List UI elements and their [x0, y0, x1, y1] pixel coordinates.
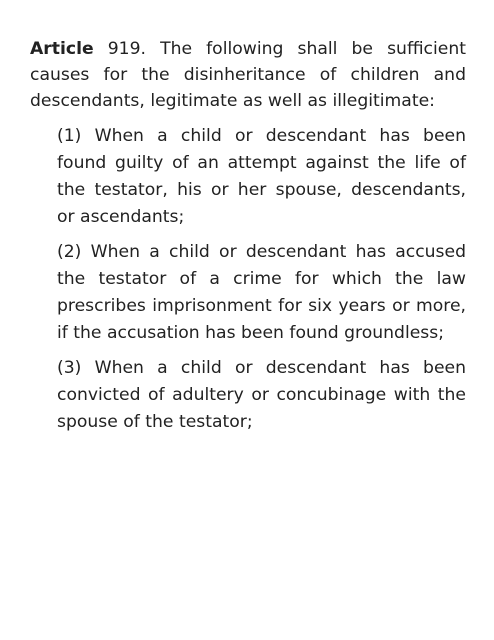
- list-item: (1) When a child or descendant has been found guilty of an attempt against the life of the testator, his or her spouse, descendants, or ascendants;: [57, 126, 466, 227]
- list-item: (2) When a child or descendant has accused the testator of a crime for which the law prescribes imprisonment for six years or more, if the accusation has been found groundless;: [57, 242, 466, 343]
- article-intro-text: 919. The following shall be sufficient causes for the disinheritance of children and descendants, legitimate as well as illegitimate:: [30, 39, 466, 111]
- article-label: Article: [30, 39, 94, 59]
- document-page: [30, 36, 466, 444]
- article-intro-paragraph: [30, 36, 466, 114]
- list-item: (3) When a child or descendant has been convicted of adultery or concubinage with the spouse of the testator;: [57, 358, 466, 432]
- disinheritance-causes-list: [30, 123, 466, 436]
